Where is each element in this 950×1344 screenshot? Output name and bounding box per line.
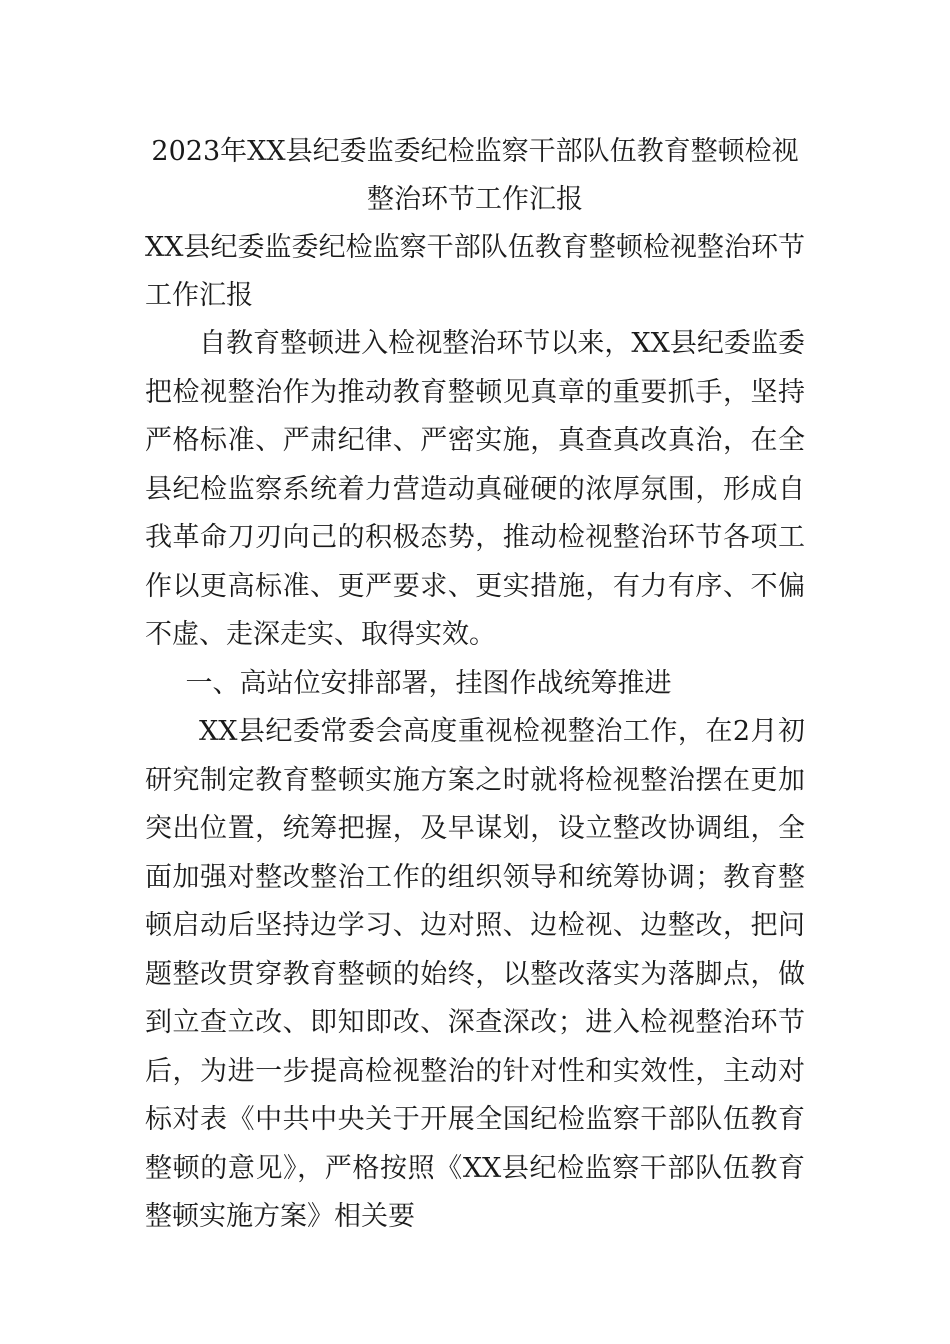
section-heading: 一、高站位安排部署，挂图作战统筹推进 [185, 667, 672, 699]
section-paragraph: XX县纪委常委会高度重视检视整治工作，在2月初研究制定教育整顿实施方案之时就将检视整治摆在更加突出位置，统筹把握，及早谋划，设立整改协调组，全面加强对整改整治工作的组织领导和统筹协调；教育整顿启动后坚持边学习、边对照、边检视、边整改，把问题整改贯穿教育整顿的始终，以整改落实为落脚点，做到立查立改、即知即改、深查深改；进入检视整治环节后，为进一步提高检视整治的针对性和实效性，主动对标对表《中共中央关于开展全国纪检监察干部队伍教育整顿的意见》，严格按照《XX县纪检监察干部队伍教育整顿实施方案》相关要 [145, 716, 805, 1232]
document-page [145, 128, 805, 1242]
document-title: 2023年XX县纪委监委纪检监察干部队伍教育整顿检视整治环节工作汇报 [151, 136, 799, 215]
document-subtitle: XX县纪委监委纪检监察干部队伍教育整顿检视整治环节工作汇报 [145, 232, 805, 311]
intro-paragraph: 自教育整顿进入检视整治环节以来，XX县纪委监委把检视整治作为推动教育整顿见真章的重要抓手，坚持严格标准、严肃纪律、严密实施，真查真改真治，在全县纪检监察系统着力营造动真碰硬的浓厚氛围，形成自我革命刀刃向己的积极态势，推动检视整治环节各项工作以更高标准、更严要求、更实措施，有力有序、不偏不虚、走深走实、取得实效。 [145, 328, 805, 650]
